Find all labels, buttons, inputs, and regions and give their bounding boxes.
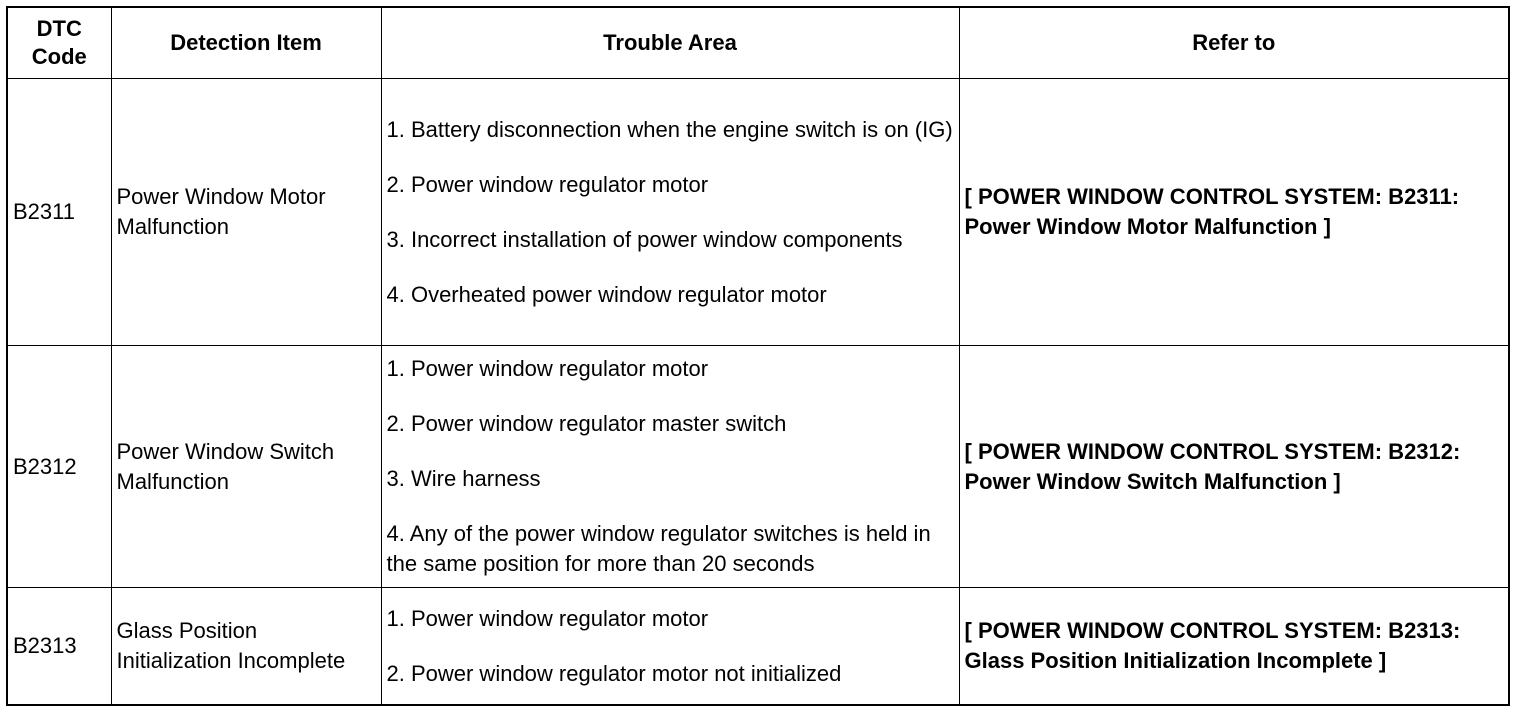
trouble-area-item: 2. Power window regulator motor not initialized (386, 660, 842, 686)
table-row (7, 79, 1509, 346)
trouble-area-cell (381, 588, 959, 706)
trouble-area-item: 1. Battery disconnection when the engine switch is on (IG) (386, 116, 953, 142)
table-row (7, 346, 1509, 588)
detection-item-cell: Glass Position Initialization Incomplete (111, 588, 381, 706)
trouble-area-item: 2. Power window regulator master switch (386, 411, 787, 436)
header-trouble-area: Trouble Area (381, 7, 959, 79)
dtc-code-cell: B2311 (7, 79, 111, 346)
trouble-area-item: 4. Any of the power window regulator switches is held in the same position for more than 20 seconds (386, 521, 931, 576)
header-detection-item: Detection Item (111, 7, 381, 79)
trouble-area-item: 4. Overheated power window regulator motor (386, 281, 827, 307)
trouble-area-cell (381, 346, 959, 588)
header-dtc-code (7, 7, 111, 79)
refer-to-link[interactable]: [ POWER WINDOW CONTROL SYSTEM: B2311: Power Window Motor Malfunction ] (959, 79, 1509, 346)
header-dtc-code-line2: Code (31, 44, 87, 69)
table-header-row (7, 7, 1509, 79)
dtc-table-container (6, 6, 1510, 706)
dtc-table (6, 6, 1510, 706)
refer-to-link[interactable]: [ POWER WINDOW CONTROL SYSTEM: B2313: Glass Position Initialization Incomplete ] (959, 588, 1509, 706)
trouble-area-cell (381, 79, 959, 346)
header-dtc-code-line1: DTC (36, 16, 82, 41)
header-refer-to: Refer to (959, 7, 1509, 79)
trouble-area-item: 2. Power window regulator motor (386, 171, 709, 197)
dtc-code-cell: B2312 (7, 346, 111, 588)
trouble-area-item: 3. Wire harness (386, 466, 541, 491)
trouble-area-item: 1. Power window regulator motor (386, 356, 709, 381)
detection-item-cell: Power Window Switch Malfunction (111, 346, 381, 588)
trouble-area-item: 3. Incorrect installation of power window components (386, 226, 903, 252)
trouble-area-item: 1. Power window regulator motor (386, 605, 709, 631)
detection-item-cell: Power Window Motor Malfunction (111, 79, 381, 346)
refer-to-link[interactable]: [ POWER WINDOW CONTROL SYSTEM: B2312: Power Window Switch Malfunction ] (959, 346, 1509, 588)
table-row (7, 588, 1509, 706)
dtc-code-cell: B2313 (7, 588, 111, 706)
